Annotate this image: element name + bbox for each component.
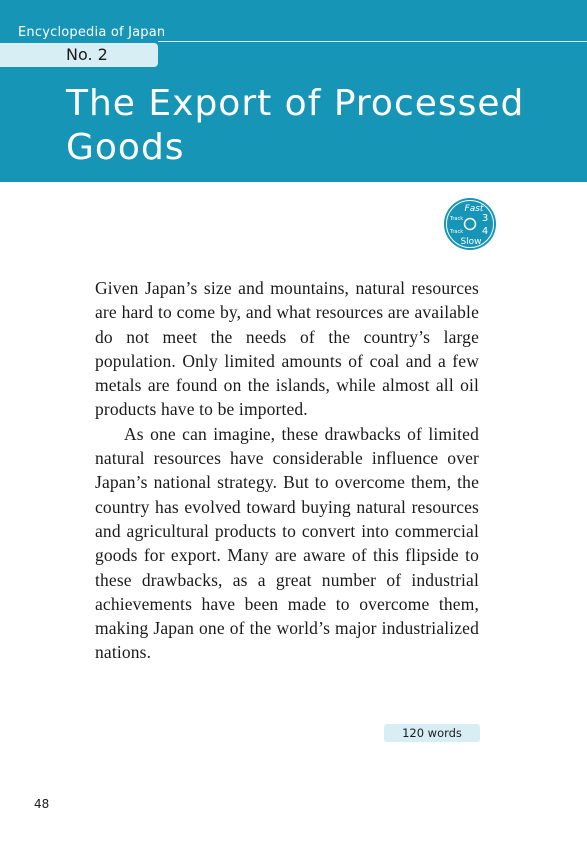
slow-track-label: Track: [450, 229, 464, 235]
cd-disc-icon: [443, 197, 497, 251]
fast-track-label: Track: [450, 216, 464, 222]
header-divider: [158, 41, 587, 42]
paragraph: As one can imagine, these drawbacks of limited natural resources have considerable influence over Japan’s national strategy. But to overcome them, the country has evolved toward buying natural resources and agricultural products to convert into commercial goods for export. Many are aware of this flipside to these drawbacks, as a great number of industrial achievements have been made to overcome them, making Japan one of the world’s major industrialized nations.: [95, 423, 479, 663]
chapter-number-tab: [0, 43, 158, 67]
page-title: The Export of Processed Goods: [66, 83, 525, 168]
word-count-badge: 120 words: [384, 724, 480, 742]
fast-track-number: 3: [481, 213, 489, 224]
chapter-header: [0, 0, 587, 182]
slow-label: Slow: [460, 237, 482, 247]
chapter-number: No. 2: [66, 45, 108, 64]
audio-track-badge: [443, 197, 497, 251]
series-title: Encyclopedia of Japan: [18, 25, 166, 40]
article-body: [95, 276, 479, 665]
page-number: 48: [34, 797, 50, 811]
fast-label: Fast: [464, 204, 484, 214]
paragraph: Given Japan’s size and mountains, natural resources are hard to come by, and what resources are available do not meet the needs of the country’s large population. Only limited amounts of coal and a few metals are found on the islands, while almost all oil products have to be imported.: [95, 278, 479, 420]
slow-track-number: 4: [481, 226, 489, 237]
